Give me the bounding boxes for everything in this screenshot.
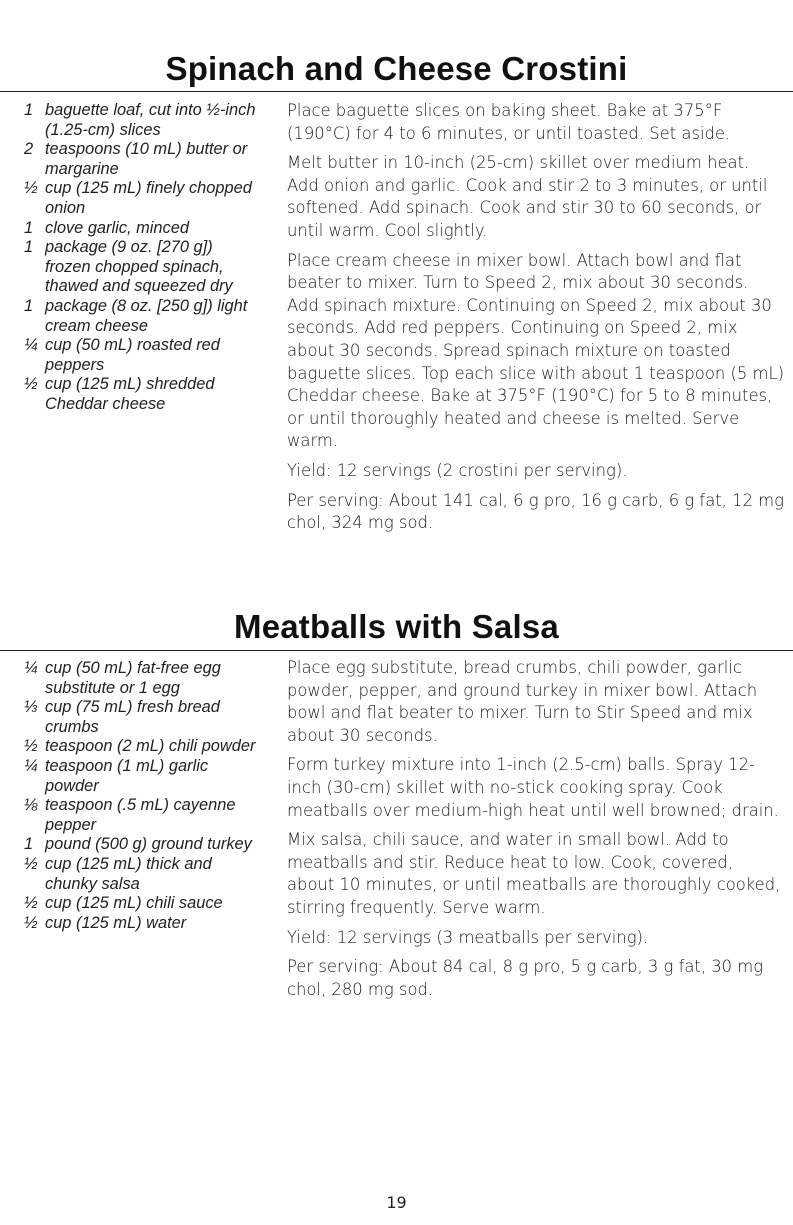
ingredient-item (24, 659, 260, 698)
ingredient-item (24, 855, 260, 894)
ingredient-qty: ½ (24, 894, 38, 913)
ingredient-text: cup (75 mL) fresh bread crumbs (45, 698, 220, 736)
ingredient-item (24, 698, 260, 737)
nutrition-text: Per serving: About 141 cal, 6 g pro, 16 g carb, 6 g fat, 12 mg chol, 324 mg sod. (287, 490, 784, 533)
direction-paragraph: Mix salsa, chili sauce, and water in small bowl. Add to meatballs and stir. Reduce heat to low. Cook, covered, about 10 minutes, or until meatballs are thoroughly cooked, stirring frequently. Serve warm. (287, 830, 781, 917)
ingredient-item (24, 219, 262, 239)
direction-paragraph: Melt butter in 10-inch (25-cm) skillet over medium heat. Add onion and garlic. Cook and stir 2 to 3 minutes, or until softened. Add spinach. Cook and stir 30 to 60 seconds, or until warm. Cool slightly. (287, 153, 768, 240)
ingredient-item (24, 238, 262, 297)
ingredient-qty: ½ (24, 737, 38, 756)
ingredient-qty: ½ (24, 179, 38, 198)
ingredient-qty: ½ (24, 375, 38, 394)
ingredient-qty: ½ (24, 854, 38, 873)
directions-meatballs (287, 657, 785, 1008)
ingredient-item (24, 835, 260, 855)
ingredient-text: package (9 oz. [270 g]) frozen chopped spinach, thawed and squeezed dry (45, 238, 233, 296)
ingredient-text: cup (125 mL) water (45, 913, 187, 932)
nutrition-text: Per serving: About 84 cal, 8 g pro, 5 g carb, 3 g fat, 30 mg chol, 280 mg sod. (287, 957, 764, 999)
ingredient-qty: ½ (24, 913, 38, 932)
ingredient-item (24, 375, 262, 414)
direction-paragraph: Place baguette slices on baking sheet. Bake at 375°F (190°C) for 4 to 6 minutes, or until toasted. Set aside. (287, 101, 731, 143)
ingredient-text: cup (125 mL) finely chopped onion (45, 179, 252, 217)
ingredient-item (24, 737, 260, 757)
ingredient-qty: 1 (24, 101, 34, 119)
ingredient-text: cup (125 mL) shredded Cheddar cheese (45, 375, 215, 413)
ingredient-text: cup (125 mL) chili sauce (45, 894, 223, 913)
ingredient-text: teaspoon (1 mL) garlic powder (45, 756, 209, 795)
ingredient-text: clove garlic, minced (45, 218, 189, 237)
ingredient-item (24, 101, 262, 140)
ingredient-qty: ¼ (24, 756, 38, 775)
ingredient-text: cup (125 mL) thick and chunky salsa (45, 854, 212, 893)
ingredient-list-meatballs (24, 659, 260, 933)
ingredient-text: pound (500 g) ground turkey (45, 835, 252, 854)
direction-paragraph: Place cream cheese in mixer bowl. Attach bowl and flat beater to mixer. Turn to Speed 2, mix about 30 seconds. Add spinach mixture. Continuing on Speed 2, mix about 30 seconds. Add red peppers. Continuing on Speed 2, mix about 30 seconds. Spread spinach mixture on toasted baguette slices. Top each slice with about 1 teaspoon (5 mL) Cheddar cheese. Bake at 375°F (190°C) for 5 to 8 minutes, or until thoroughly heated and cheese is melted. Serve warm. (287, 250, 784, 451)
ingredient-qty: 1 (24, 238, 34, 257)
yield-text: Yield: 12 servings (2 crostini per serving). (287, 460, 628, 480)
ingredient-item (24, 914, 260, 934)
ingredient-item (24, 179, 262, 218)
yield-text: Yield: 12 servings (3 meatballs per serving). (287, 927, 649, 947)
ingredient-qty: 1 (24, 296, 34, 315)
recipe-title-meatballs: Meatballs with Salsa (234, 608, 559, 645)
direction-paragraph: Form turkey mixture into 1-inch (2.5-cm) balls. Spray 12-inch (30-cm) skillet with no-stick cooking spray. Cook meatballs over medium-high heat until well browned; drain. (287, 755, 779, 820)
title-divider (0, 91, 793, 92)
ingredient-qty: ¼ (24, 659, 38, 677)
ingredient-text: teaspoon (2 mL) chili powder (45, 737, 256, 756)
ingredient-text: teaspoon (.5 mL) cayenne pepper (45, 796, 236, 834)
ingredient-item (24, 796, 260, 835)
ingredient-qty: ¼ (24, 336, 38, 355)
ingredient-text: cup (50 mL) roasted red peppers (45, 336, 220, 374)
ingredient-text: cup (50 mL) fat-free egg substitute or 1 egg (45, 659, 221, 697)
ingredient-qty: 1 (24, 835, 34, 854)
ingredient-item (24, 336, 262, 375)
direction-paragraph: Place egg substitute, bread crumbs, chili powder, garlic powder, pepper, and ground turkey in mixer bowl. Attach bowl and flat beater to mixer. Turn to Stir Speed and mix about 30 seconds. (287, 658, 758, 745)
ingredient-item (24, 894, 260, 914)
page-number: 19 (386, 1193, 407, 1212)
ingredient-list-crostini (24, 101, 262, 415)
ingredient-item (24, 297, 262, 336)
ingredient-text: teaspoons (10 mL) butter or margarine (45, 140, 248, 178)
ingredient-qty: ⅛ (24, 796, 38, 815)
ingredient-item (24, 757, 260, 796)
title-divider (0, 650, 793, 651)
ingredient-qty: 1 (24, 218, 34, 237)
ingredient-text: baguette loaf, cut into ½-inch (1.25-cm) slices (45, 101, 256, 139)
ingredient-qty: ⅓ (24, 698, 38, 717)
directions-crostini (287, 100, 785, 542)
ingredient-text: package (8 oz. [250 g]) light cream cheese (45, 296, 248, 335)
recipe-title-crostini: Spinach and Cheese Crostini (165, 50, 628, 87)
ingredient-qty: 2 (24, 140, 34, 159)
ingredient-item (24, 140, 262, 179)
